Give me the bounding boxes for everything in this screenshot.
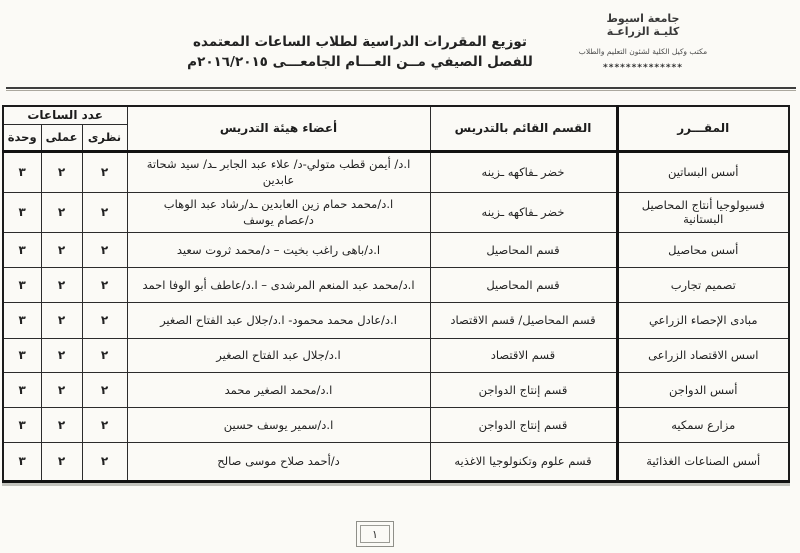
theoretical-hours-cell: [82, 267, 127, 302]
cell-text: مزارع سمكيه: [671, 417, 736, 432]
table-row: [3, 302, 789, 338]
practical-hours-cell: [41, 151, 82, 192]
hours-group-header: عدد الساعات: [3, 106, 127, 124]
cell-text: خضر ـفاكهه ـزينه: [481, 205, 565, 219]
header-divider: [6, 87, 796, 91]
theoretical-column-header: نظرى: [82, 124, 127, 151]
unit-hours-cell: [3, 407, 41, 442]
cell-text: ٢: [57, 382, 66, 397]
cell-text: ٢: [57, 277, 66, 292]
cell-text: ا.د/محمد الصغير محمد: [224, 382, 333, 397]
cell-text: قسم علوم وتكنولوجيا الاغذيه: [454, 454, 592, 468]
cell-text: خضر ـفاكهه ـزينه: [481, 165, 565, 179]
cell-text: ا.د/محمد عبد المنعم المرشدى – ا.د/عاطف أبو الوفا احمد: [142, 277, 415, 292]
faculty-cell: [127, 372, 430, 407]
table-body: [3, 151, 789, 481]
theoretical-hours-cell: [82, 372, 127, 407]
table-row: [3, 151, 789, 192]
course-cell: [617, 372, 789, 407]
cell-text: ا.د/باهى راغب بخيت – د/محمد ثروت سعيد: [176, 242, 381, 257]
cell-text: ٢: [57, 348, 66, 362]
cell-text: قسم إنتاج الدواجن: [478, 417, 568, 432]
practical-hours-cell: [41, 267, 82, 302]
theoretical-hours-cell: [82, 407, 127, 442]
course-cell: [617, 442, 789, 481]
page-number-box: [356, 521, 394, 547]
department-cell: [430, 192, 617, 232]
unit-hours-cell: [3, 372, 41, 407]
letterhead-university: جامعة اسيوط: [606, 12, 680, 25]
theoretical-hours-cell: [82, 302, 127, 338]
cell-text: ا.د/سمير يوسف حسين: [223, 417, 334, 432]
practical-hours-cell: [41, 302, 82, 338]
cell-text: ٢: [57, 417, 66, 432]
practical-hours-cell: [41, 192, 82, 232]
unit-hours-cell: [3, 151, 41, 192]
unit-hours-cell: [3, 232, 41, 267]
faculty-cell: [127, 151, 430, 192]
department-cell: [430, 232, 617, 267]
cell-text: فسيولوجيا أنتاج المحاصيل البستانية: [641, 198, 765, 226]
cell-text: اسس الاقتصاد الزراعى: [648, 348, 759, 362]
cell-text: مبادى الإحصاء الزراعي: [648, 313, 758, 327]
cell-text: ٢: [100, 242, 109, 257]
unit-hours-cell: [3, 267, 41, 302]
cell-text: تصميم تجارب: [670, 277, 736, 292]
theoretical-hours-cell: [82, 232, 127, 267]
table-row: [3, 192, 789, 232]
theoretical-hours-cell: [82, 151, 127, 192]
course-cell: [617, 192, 789, 232]
document-title-line1: توزيع المقررات الدراسية لطلاب الساعات المعتمده: [193, 34, 527, 50]
cell-text: قسم إنتاج الدواجن: [478, 382, 568, 397]
header-row-main: [3, 106, 789, 124]
cell-text: ٣: [18, 277, 26, 292]
letterhead-office: مكتب وكيل الكلية لشئون التعليم والطلاب: [578, 47, 708, 56]
cell-text: ٢: [100, 348, 109, 362]
faculty-cell: [127, 338, 430, 372]
cell-text: ا.د/محمد حمام زين العابدين ـد/رشاد عبد الوهاب: [163, 197, 394, 211]
table-row: [3, 372, 789, 407]
unit-hours-cell: [3, 442, 41, 481]
table-row: [3, 232, 789, 267]
practical-hours-cell: [41, 442, 82, 481]
cell-text: قسم المحاصيل: [486, 242, 560, 257]
department-cell: [430, 338, 617, 372]
cell-text: قسم المحاصيل: [486, 277, 560, 292]
cell-text: ٣: [18, 313, 26, 327]
cell-text: ٢: [100, 454, 109, 468]
cell-text: ٣: [18, 242, 26, 257]
practical-hours-cell: [41, 338, 82, 372]
cell-text: قسم المحاصيل/ قسم الاقتصاد: [450, 313, 596, 327]
cell-text: أسس الصناعات الغذائية: [646, 454, 761, 468]
cell-text: ٢: [100, 417, 109, 432]
table-row: [3, 338, 789, 372]
cell-text: ٢: [57, 205, 66, 219]
cell-text: ٣: [18, 454, 26, 468]
cell-text: ا.د/ أيمن قطب متولي-د/ علاء عبد الجابر ـد/ سيد شحاتة عابدين: [146, 157, 411, 187]
department-cell: [430, 407, 617, 442]
faculty-cell: [127, 232, 430, 267]
course-cell: [617, 407, 789, 442]
courses-table: [2, 105, 790, 483]
theoretical-hours-cell: [82, 442, 127, 481]
department-column-header: القسم القائم بالتدريس: [430, 106, 617, 151]
cell-text: قسم الاقتصاد: [490, 348, 556, 362]
department-cell: [430, 442, 617, 481]
unit-hours-cell: [3, 192, 41, 232]
department-cell: [430, 302, 617, 338]
document-title: [185, 32, 535, 72]
course-column-header: المقـــرر: [617, 106, 789, 151]
cell-text: ٢: [100, 382, 109, 397]
unit-column-header: وحدة: [3, 124, 41, 151]
cell-text: ٣: [18, 205, 26, 219]
course-cell: [617, 151, 789, 192]
cell-text: ٣: [18, 165, 26, 179]
practical-hours-cell: [41, 407, 82, 442]
course-cell: [617, 302, 789, 338]
department-cell: [430, 372, 617, 407]
practical-hours-cell: [41, 232, 82, 267]
cell-text: ٢: [57, 454, 66, 468]
practical-column-header: عملى: [41, 124, 82, 151]
table-row: [3, 267, 789, 302]
course-cell: [617, 338, 789, 372]
cell-text: ٢: [100, 277, 109, 292]
cell-text: ٣: [18, 348, 26, 362]
table-row: [3, 407, 789, 442]
cell-text: أسس الدواجن: [669, 382, 738, 397]
cell-text: ٣: [18, 382, 26, 397]
faculty-cell: [127, 407, 430, 442]
table-row: [3, 442, 789, 481]
cell-text: ٢: [100, 165, 109, 179]
unit-hours-cell: [3, 302, 41, 338]
theoretical-hours-cell: [82, 338, 127, 372]
cell-text: ٢: [100, 313, 109, 327]
practical-hours-cell: [41, 372, 82, 407]
cell-text: أسس محاصيل: [668, 242, 739, 257]
theoretical-hours-cell: [82, 192, 127, 232]
faculty-cell: [127, 302, 430, 338]
page-number: ١: [372, 527, 378, 541]
cell-text: ٢: [100, 205, 109, 219]
department-cell: [430, 267, 617, 302]
cell-text: ٣: [18, 417, 26, 432]
cell-text: د/عصام يوسف: [243, 213, 314, 227]
cell-text: ا.د/جلال عبد الفتاح الصغير: [216, 348, 341, 362]
cell-text: ٢: [57, 242, 66, 257]
faculty-cell: [127, 267, 430, 302]
department-cell: [430, 151, 617, 192]
unit-hours-cell: [3, 338, 41, 372]
letterhead: [538, 12, 748, 73]
letterhead-stars: **************: [603, 63, 683, 73]
cell-text: ٢: [57, 165, 66, 179]
cell-text: د/أحمد صلاح موسى صالح: [217, 454, 340, 468]
letterhead-faculty: كليـة الزراعـة: [606, 25, 680, 38]
faculty-cell: [127, 192, 430, 232]
document-title-line2: للفصل الصيفي مــن العـــام الجامعـــى ٢٠١٦/٢٠١٥م: [187, 54, 533, 70]
faculty-cell: [127, 442, 430, 481]
faculty-column-header: أعضاء هيئة التدريس: [127, 106, 430, 151]
course-cell: [617, 232, 789, 267]
cell-text: أسس البساتين: [667, 165, 739, 179]
course-cell: [617, 267, 789, 302]
cell-text: ٢: [57, 313, 66, 327]
cell-text: ا.د/عادل محمد محمود- ا.د/جلال عبد الفتاح الصغير: [160, 313, 397, 327]
